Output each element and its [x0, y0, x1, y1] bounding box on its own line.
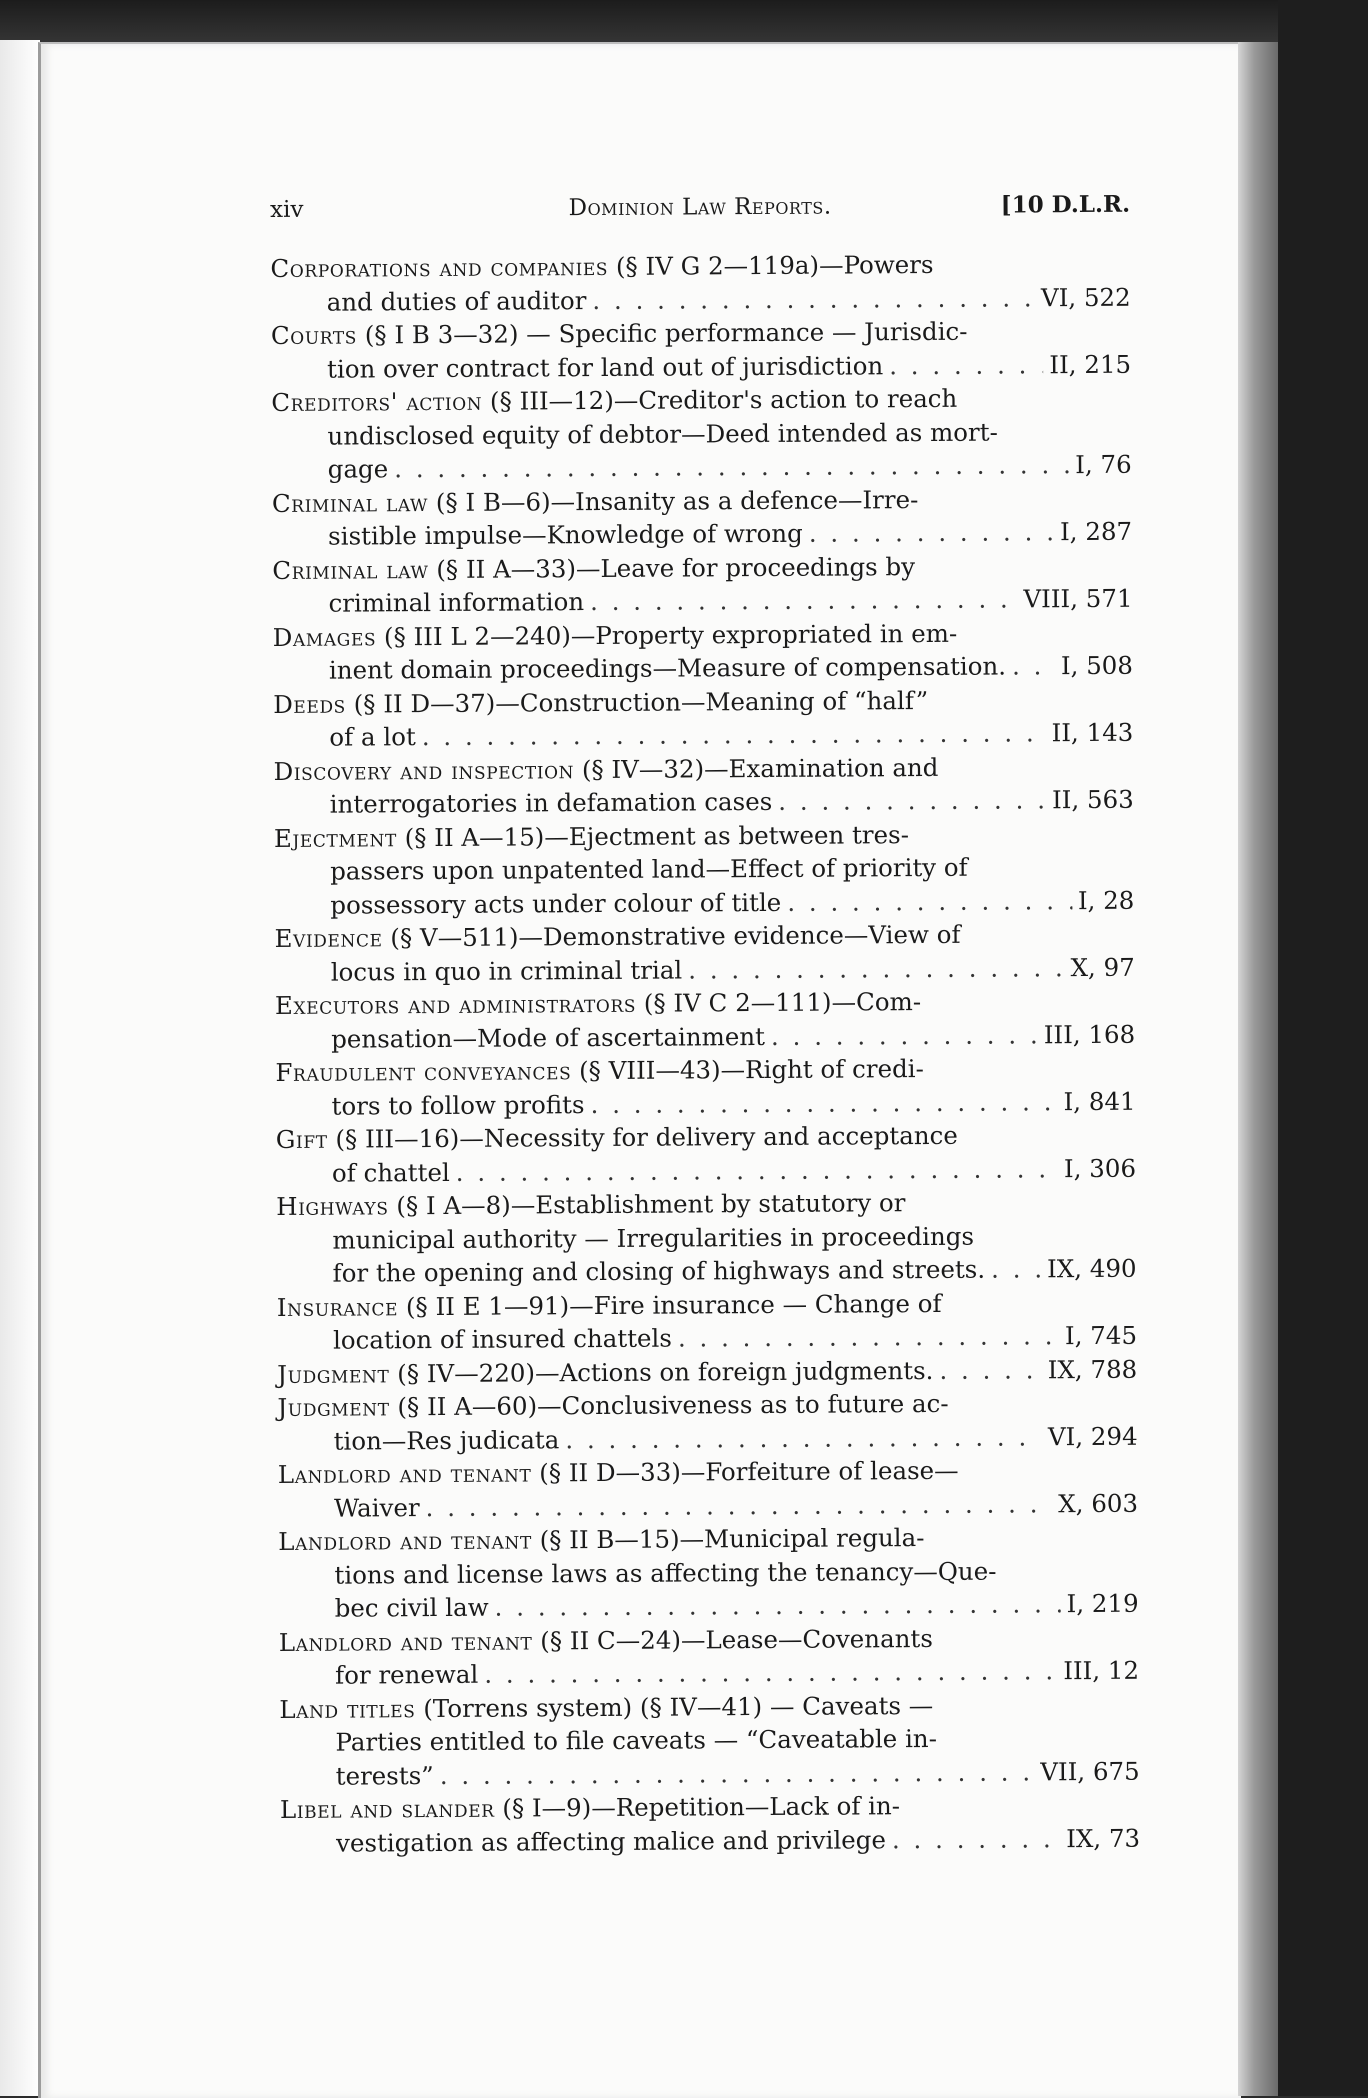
entry-text: (§ IV—32)—Examination and [581, 752, 939, 784]
case-reference: IX, 490 [1047, 1253, 1137, 1284]
dot-leader [889, 348, 1043, 382]
entry-text: (§ III—12)—Creditor's action to reach [489, 383, 958, 416]
dot-leader [440, 1755, 1035, 1792]
entry-line [277, 1352, 1137, 1391]
case-reference: I, 306 [1063, 1153, 1137, 1183]
entry-text: (§ I B—6)—Insanity as a defence—Irre- [435, 484, 919, 517]
entry-line [278, 1520, 1138, 1559]
index-entry [278, 1520, 1139, 1626]
entry-subject: Evidence [274, 923, 383, 953]
entry-line [278, 1553, 1138, 1592]
entry-subject: Judgment [277, 1358, 390, 1389]
entry-text: undisclosed equity of debtor—Deed intended as mort- [327, 417, 998, 451]
index-entry [277, 1386, 1137, 1458]
entry-line [277, 1386, 1137, 1425]
entry-line [278, 1453, 1138, 1492]
dot-leader [422, 716, 1046, 753]
volume-reference: [10 D.L.R. [1000, 190, 1131, 219]
entry-subject: Creditors' action [271, 386, 483, 417]
dot-leader [678, 1319, 1059, 1355]
entry-text: terests” [335, 1760, 434, 1791]
index-entry [278, 1453, 1138, 1525]
entry-line [277, 1319, 1137, 1358]
entry-text: possessory acts under colour of title [330, 887, 782, 920]
case-reference: I, 745 [1064, 1320, 1138, 1351]
entry-line [278, 1486, 1138, 1525]
entry-subject: Criminal law [272, 554, 429, 585]
entry-text: (§ II A—60)—Conclusiveness as to future ac- [397, 1388, 949, 1422]
index-entry [277, 1352, 1137, 1391]
entry-text: vestigation as affecting malice and privilege [336, 1824, 887, 1858]
dot-leader [1012, 649, 1055, 683]
dot-leader [771, 1018, 1038, 1053]
entry-line [276, 1118, 1136, 1157]
index-entry [273, 749, 1133, 821]
entry-line [280, 1821, 1140, 1860]
running-title: Dominion Law Reports. [568, 193, 832, 222]
entry-line [280, 1788, 1140, 1827]
dot-leader [565, 1420, 1042, 1456]
entry-line [273, 649, 1133, 688]
case-reference: VII, 675 [1040, 1756, 1140, 1786]
entry-line [273, 682, 1133, 721]
entry-text: (§ III—16)—Necessity for delivery and acceptance [335, 1120, 958, 1154]
scan-right-border [1278, 0, 1368, 2096]
entry-text: for the opening and closing of highways and streets. [332, 1254, 986, 1288]
case-reference: III, 168 [1043, 1019, 1136, 1049]
index-entry [274, 917, 1134, 989]
entry-line [272, 448, 1132, 487]
entry-line [271, 314, 1131, 353]
entry-line [275, 984, 1135, 1023]
entry-line [272, 481, 1132, 520]
entry-subject: Judgment [277, 1392, 390, 1422]
entry-text: locus in quo in criminal trial [330, 954, 683, 987]
entry-line [274, 816, 1134, 855]
case-reference: VIII, 571 [1023, 583, 1133, 614]
dot-leader [590, 1085, 1057, 1121]
entry-text: of a lot [329, 722, 416, 752]
index-entry [271, 314, 1131, 386]
entry-subject: Landlord and tenant [277, 1458, 532, 1489]
index-entry [276, 1118, 1136, 1190]
case-reference: II, 143 [1051, 717, 1134, 748]
case-reference: I, 219 [1066, 1588, 1139, 1619]
case-reference: IX, 788 [1047, 1354, 1138, 1384]
dot-leader [939, 1353, 1042, 1387]
entry-subject: Gift [275, 1124, 328, 1154]
entry-text: (§ II A—33)—Leave for proceedings by [436, 551, 916, 584]
case-reference: I, 28 [1077, 885, 1135, 915]
entry-subject: Damages [272, 621, 377, 652]
index-entry [271, 381, 1132, 487]
entry-subject: Fraudulent conveyances [275, 1056, 572, 1087]
dot-leader [787, 884, 1072, 919]
entry-subject: Corporations and companies [270, 251, 609, 283]
case-reference: X, 603 [1058, 1488, 1139, 1518]
entry-text: (§ I B 3—32) — Specific performance — Jurisdic- [364, 316, 968, 350]
entry-subject: Highways [276, 1191, 389, 1221]
entry-line [275, 950, 1135, 989]
entry-text: passers upon unpatented land—Effect of priority of [330, 852, 968, 886]
entry-text: of chattel [331, 1157, 450, 1188]
index-entry [279, 1620, 1139, 1692]
entry-line [275, 1017, 1135, 1056]
entry-subject: Executors and administrators [274, 988, 637, 1020]
entry-subject: Discovery and inspection [273, 754, 575, 786]
index-entry [275, 1051, 1135, 1123]
entry-text: (§ II B—15)—Municipal regula- [539, 1523, 925, 1555]
entry-text: (Torrens system) (§ IV—41) — Caveats — [423, 1690, 934, 1723]
case-reference: II, 215 [1049, 349, 1132, 379]
entry-text: tion—Res judicata [333, 1424, 560, 1456]
index-entry [280, 1788, 1140, 1860]
entry-line [271, 414, 1131, 453]
entry-text: (§ IV—220)—Actions on foreign judgments. [397, 1355, 934, 1388]
dot-leader [495, 1587, 1061, 1624]
entry-text: (§ IV G 2—119a)—Powers [615, 249, 934, 281]
entry-text: (§ I A—8)—Establishment by statutory or [396, 1188, 906, 1221]
entry-line [274, 783, 1134, 822]
entry-text: for renewal [334, 1659, 479, 1690]
entry-text: Parties entitled to file caveats — “Caveatable in- [335, 1723, 938, 1757]
index-entry [270, 247, 1130, 319]
entry-line [276, 1185, 1136, 1224]
entry-line [271, 347, 1131, 386]
case-reference: IX, 73 [1066, 1823, 1141, 1853]
entry-line [279, 1654, 1139, 1693]
entry-line [272, 548, 1132, 587]
case-reference: I, 841 [1063, 1086, 1136, 1116]
index-entry [277, 1285, 1137, 1357]
entry-text: gage [327, 454, 389, 484]
case-reference: I, 76 [1075, 449, 1132, 480]
entry-subject: Ejectment [273, 822, 397, 853]
entry-line [273, 716, 1133, 755]
entry-line [279, 1587, 1139, 1626]
entry-text: and duties of auditor [326, 285, 587, 317]
entry-line [273, 615, 1133, 654]
index-entries [270, 247, 1140, 1860]
entry-subject: Landlord and tenant [278, 1525, 532, 1556]
entry-subject: Courts [270, 320, 358, 350]
entry-text: pensation—Mode of ascertainment [331, 1021, 766, 1054]
entry-text: criminal information [328, 587, 585, 618]
entry-subject: Deeds [273, 689, 346, 719]
dot-leader [778, 783, 1046, 818]
entry-line [270, 247, 1130, 286]
page-header [270, 185, 1130, 230]
dot-leader [892, 1822, 1060, 1857]
dot-leader [425, 1487, 1052, 1524]
dot-leader [809, 515, 1054, 550]
entry-line [280, 1754, 1140, 1793]
entry-subject: Criminal law [271, 487, 429, 518]
entry-line [275, 1084, 1135, 1123]
entry-text: (§ II A—15)—Ejectment as between tres- [404, 819, 910, 852]
entry-text: inent domain proceedings—Measure of compensation. [328, 651, 1007, 685]
entry-text: tions and license laws as affecting the tenancy—Que- [334, 1556, 997, 1590]
index-entry [272, 548, 1132, 620]
entry-text: (§ III L 2—240)—Property expropriated in em- [383, 618, 958, 651]
entry-line [279, 1687, 1139, 1726]
case-reference: III, 12 [1063, 1655, 1140, 1686]
entry-subject: Insurance [276, 1291, 399, 1322]
dot-leader [592, 281, 1035, 317]
left-margin-strip [0, 40, 40, 2096]
entry-line [272, 582, 1132, 621]
entry-line [274, 883, 1134, 922]
entry-line [271, 280, 1131, 319]
entry-line [279, 1620, 1139, 1659]
entry-line [277, 1285, 1137, 1324]
entry-subject: Landlord and tenant [278, 1625, 533, 1657]
entry-text: (§ V—511)—Demonstrative evidence—View of [390, 919, 961, 953]
case-reference: I, 508 [1060, 650, 1134, 681]
case-reference: VI, 294 [1047, 1421, 1138, 1451]
dot-leader [394, 448, 1069, 486]
dot-leader [590, 582, 1018, 618]
entry-text: sistible impulse—Knowledge of wrong [328, 518, 803, 551]
case-reference: II, 563 [1051, 784, 1134, 815]
entry-text: (§ II C—24)—Lease—Covenants [540, 1623, 933, 1655]
dot-leader [688, 951, 1065, 987]
dot-leader [991, 1252, 1041, 1286]
index-entry [273, 615, 1133, 687]
case-reference: X, 97 [1070, 952, 1135, 982]
case-reference: VI, 522 [1040, 282, 1131, 312]
entry-line [277, 1252, 1137, 1291]
entry-subject: Land titles [279, 1693, 416, 1724]
entry-text: (§ I—9)—Repetition—Lack of in- [502, 1791, 901, 1823]
index-entry [272, 481, 1132, 553]
entry-text: tors to follow profits [331, 1089, 585, 1121]
entry-line [275, 1051, 1135, 1090]
entry-line [274, 917, 1134, 956]
entry-text: bec civil law [334, 1592, 489, 1623]
entry-line [276, 1218, 1136, 1257]
entry-text: tion over contract for land out of jurisdiction [327, 350, 884, 384]
entry-text: location of insured chattels [332, 1323, 672, 1355]
entry-text: (§ IV C 2—111)—Com- [643, 987, 922, 1018]
index-entry [273, 682, 1133, 754]
index-entry [279, 1687, 1140, 1793]
entry-text: interrogatories in defamation cases [329, 786, 773, 819]
page-content [270, 185, 1140, 1860]
entry-text: (§ VIII—43)—Right of credi- [578, 1054, 924, 1086]
entry-text: (§ II D—37)—Construction—Meaning of “half” [353, 685, 929, 718]
page-number: xiv [270, 196, 304, 223]
entry-subject: Libel and slander [279, 1793, 495, 1824]
entry-line [271, 381, 1131, 420]
entry-line [278, 1419, 1138, 1458]
dot-leader [456, 1152, 1058, 1189]
dot-leader [484, 1654, 1057, 1691]
entry-text: Waiver [333, 1492, 420, 1523]
page-edge-shadow [1238, 42, 1278, 2096]
case-reference: I, 287 [1059, 516, 1133, 547]
entry-line [279, 1721, 1139, 1760]
index-entry [274, 816, 1135, 922]
index-entry [275, 984, 1135, 1056]
entry-line [273, 749, 1133, 788]
index-entry [276, 1185, 1137, 1291]
entry-text: (§ II D—33)—Forfeiture of lease— [539, 1455, 959, 1488]
entry-line [274, 850, 1134, 889]
entry-line [272, 515, 1132, 554]
entry-text: municipal authority — Irregularities in proceedings [332, 1221, 975, 1255]
entry-line [276, 1151, 1136, 1190]
entry-text: (§ II E 1—91)—Fire insurance — Change of [405, 1288, 942, 1321]
